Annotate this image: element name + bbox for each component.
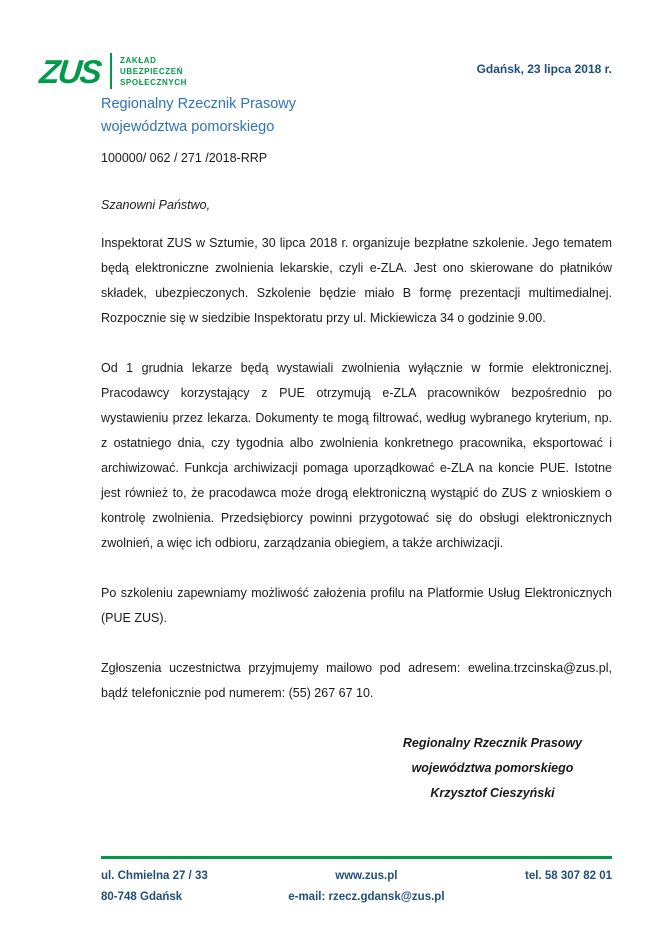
- paragraph-3: Po szkoleniu zapewniamy możliwość założenia profilu na Platformie Usług Elektronicznych (PUE ZUS).: [101, 586, 612, 625]
- paragraph-4: Zgłoszenia uczestnictwa przyjmujemy mailowo pod adresem: ewelina.trzcinska@zus.pl, bądź telefonicznie pod numerem: (55) 267 67 10.: [101, 661, 612, 700]
- footer-website: www.zus.pl: [335, 870, 398, 882]
- footer-email: e-mail: rzecz.gdansk@zus.pl: [288, 891, 445, 903]
- footer-rule: [101, 856, 612, 859]
- paragraph-1: Inspektorat ZUS w Sztumie, 30 lipca 2018 r. organizuje bezpłatne szkolenie. Jego tematem będą elektroniczne zwolnienia lekarskie, czyli e-ZLA. Jest ono skierowane do płatników składek, ubezpieczonych. Szkolenie będzie miało B formę prezentacji multimedialnej. Rozpocznie się w siedzibie Inspektoratu przy ul. Mickiewicza 34 o godzinie 9.00.: [101, 236, 612, 325]
- footer: [101, 856, 612, 908]
- signature-block: [375, 731, 610, 806]
- signature-title: Regionalny Rzecznik Prasowy: [402, 736, 583, 750]
- signature-region: województwa pomorskiego: [411, 761, 574, 775]
- footer-city: 80-748 Gdańsk: [101, 891, 183, 903]
- footer-street: ul. Chmielna 27 / 33: [101, 870, 208, 882]
- org-name-line2: UBEZPIECZEŃ: [120, 66, 184, 76]
- sender-block: [101, 93, 296, 139]
- sender-title: Regionalny Rzecznik Prasowy: [101, 96, 297, 112]
- letter-body: [101, 146, 612, 806]
- zus-wordmark-icon: ZUS: [38, 52, 102, 90]
- footer-address: [101, 866, 208, 908]
- org-name: [120, 55, 187, 88]
- org-name-line3: SPOŁECZNYCH: [120, 77, 188, 87]
- zus-logo: [40, 53, 187, 89]
- footer-contact-web: [288, 866, 444, 908]
- org-name-line1: ZAKŁAD: [120, 55, 157, 65]
- signature-name: Krzysztof Cieszyński: [430, 786, 555, 800]
- sender-region: województwa pomorskiego: [101, 119, 275, 135]
- salutation: Szanowni Państwo,: [101, 198, 211, 212]
- footer-phone: tel. 58 307 82 01: [525, 870, 612, 882]
- reference-number: 100000/ 062 / 271 /2018-RRP: [101, 151, 268, 165]
- paragraph-2: Od 1 grudnia lekarze będą wystawiali zwolnienia wyłącznie w formie elektronicznej. Pracodawcy korzystający z PUE otrzymują e-ZLA pracowników bezpośrednio po wystawieniu przez lekarza. Dokumenty te mogą filtrować, według wybranego kryterium, np. z ostatniego dnia, czy tygodnia albo zwolnienia konkretnego pracownika, eksportować i archiwizować. Funkcja archiwizacji pomaga uporządkować e-ZLA na koncie PUE. Istotne jest również to, że pracodawca może drogą elektroniczną wystąpić do ZUS z wnioskiem o kontrolę zwolnienia. Przedsiębiorcy powinni przygotować się do obsługi elektronicznych zwolnień, a więc ich odbioru, zarządzania obiegiem, a także archiwizacji.: [101, 361, 612, 550]
- dateline: Gdańsk, 23 lipca 2018 r.: [476, 62, 612, 76]
